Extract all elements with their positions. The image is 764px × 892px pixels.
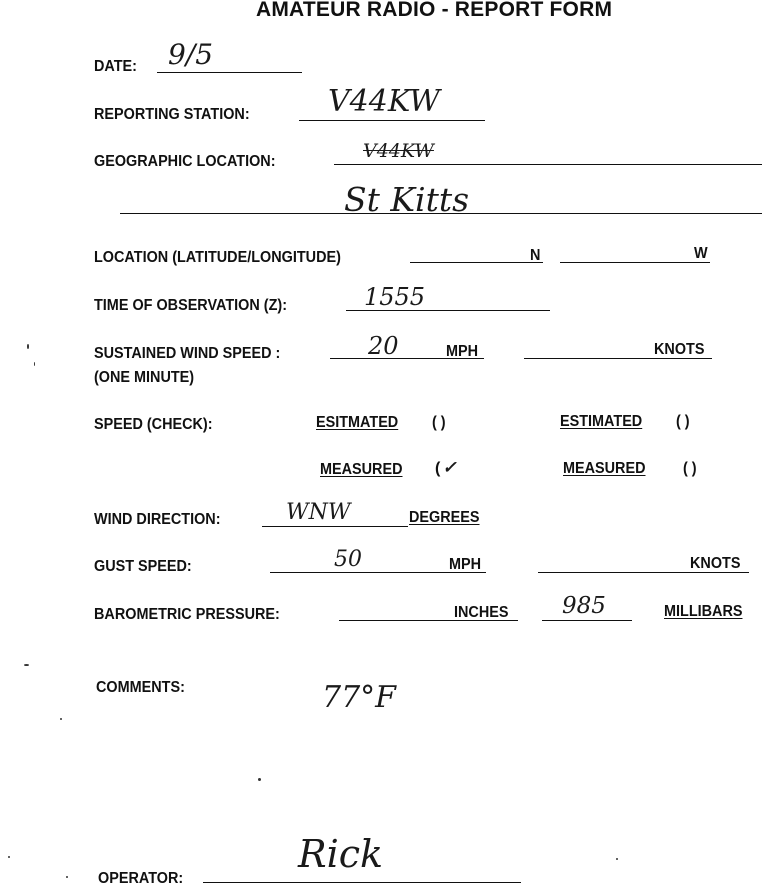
- time-value[interactable]: 1555: [364, 283, 426, 311]
- measured-checkbox-knots[interactable]: ( ): [683, 460, 697, 477]
- degrees-label: DEGREES: [409, 509, 480, 526]
- geo-value-struck[interactable]: V44KW: [363, 140, 434, 162]
- operator-label: OPERATOR:: [98, 870, 184, 887]
- scan-speck: [8, 856, 10, 858]
- lat-line[interactable]: [410, 262, 543, 263]
- station-line: [299, 120, 485, 121]
- inches-label: INCHES: [454, 604, 509, 621]
- lon-line[interactable]: [560, 262, 710, 263]
- geo-label: GEOGRAPHIC LOCATION:: [94, 153, 276, 170]
- scan-speck: [34, 362, 35, 366]
- comments-label: COMMENTS:: [96, 679, 185, 696]
- date-label: DATE:: [94, 58, 137, 75]
- geo-line-1: [334, 164, 762, 165]
- latlon-label: LOCATION (LATITUDE/LONGITUDE): [94, 249, 341, 266]
- geo-value-line2[interactable]: St Kitts: [344, 180, 470, 219]
- operator-line: [203, 882, 521, 883]
- scan-speck: [60, 718, 62, 720]
- pressure-value[interactable]: 985: [562, 593, 606, 619]
- scan-speck: [258, 778, 261, 781]
- comments-value[interactable]: 77°F: [322, 680, 396, 715]
- wind-label: SUSTAINED WIND SPEED :: [94, 345, 281, 362]
- wind-knots-label: KNOTS: [654, 341, 705, 358]
- scan-speck: [66, 876, 68, 878]
- measured-label-mph: MEASURED: [320, 461, 403, 478]
- direction-line: [262, 526, 408, 527]
- estimated-checkbox[interactable]: ( ): [676, 413, 690, 430]
- gust-value[interactable]: 50: [334, 547, 362, 572]
- gust-mph-label: MPH: [449, 556, 482, 573]
- gust-knots-label: KNOTS: [690, 555, 741, 572]
- esitmated-label: ESITMATED: [316, 414, 399, 431]
- measured-label-knots: MEASURED: [563, 460, 646, 477]
- direction-value[interactable]: WNW: [286, 500, 351, 525]
- wind-mph-label: MPH: [446, 343, 479, 360]
- millibars-label: MILLIBARS: [664, 603, 743, 620]
- esitmated-checkbox[interactable]: ( ): [432, 414, 446, 431]
- speed-check-label: SPEED (CHECK):: [94, 416, 213, 433]
- gust-label: GUST SPEED:: [94, 558, 192, 575]
- check-mark: ✓: [442, 458, 457, 478]
- direction-label: WIND DIRECTION:: [94, 511, 221, 528]
- operator-signature[interactable]: Rick: [298, 832, 384, 876]
- date-line: [157, 72, 302, 73]
- measured-checkbox-mph[interactable]: [435, 458, 457, 478]
- scan-speck: [616, 858, 618, 860]
- time-label: TIME OF OBSERVATION (Z):: [94, 297, 288, 314]
- station-label: REPORTING STATION:: [94, 106, 250, 123]
- station-value[interactable]: V44KW: [328, 84, 441, 119]
- n-label: N: [530, 247, 541, 264]
- estimated-label: ESTIMATED: [560, 413, 643, 430]
- scan-speck: [24, 664, 29, 666]
- pressure-mb-line: [542, 620, 632, 621]
- scan-speck: [27, 344, 29, 349]
- pressure-label: BAROMETRIC PRESSURE:: [94, 606, 280, 623]
- form-title: AMATEUR RADIO - REPORT FORM: [256, 0, 613, 21]
- wind-sublabel: (ONE MINUTE): [94, 369, 195, 386]
- date-value[interactable]: 9/5: [168, 38, 214, 71]
- measured-paren-open: (: [435, 460, 441, 477]
- wind-value[interactable]: 20: [368, 332, 399, 360]
- w-label: W: [694, 245, 708, 262]
